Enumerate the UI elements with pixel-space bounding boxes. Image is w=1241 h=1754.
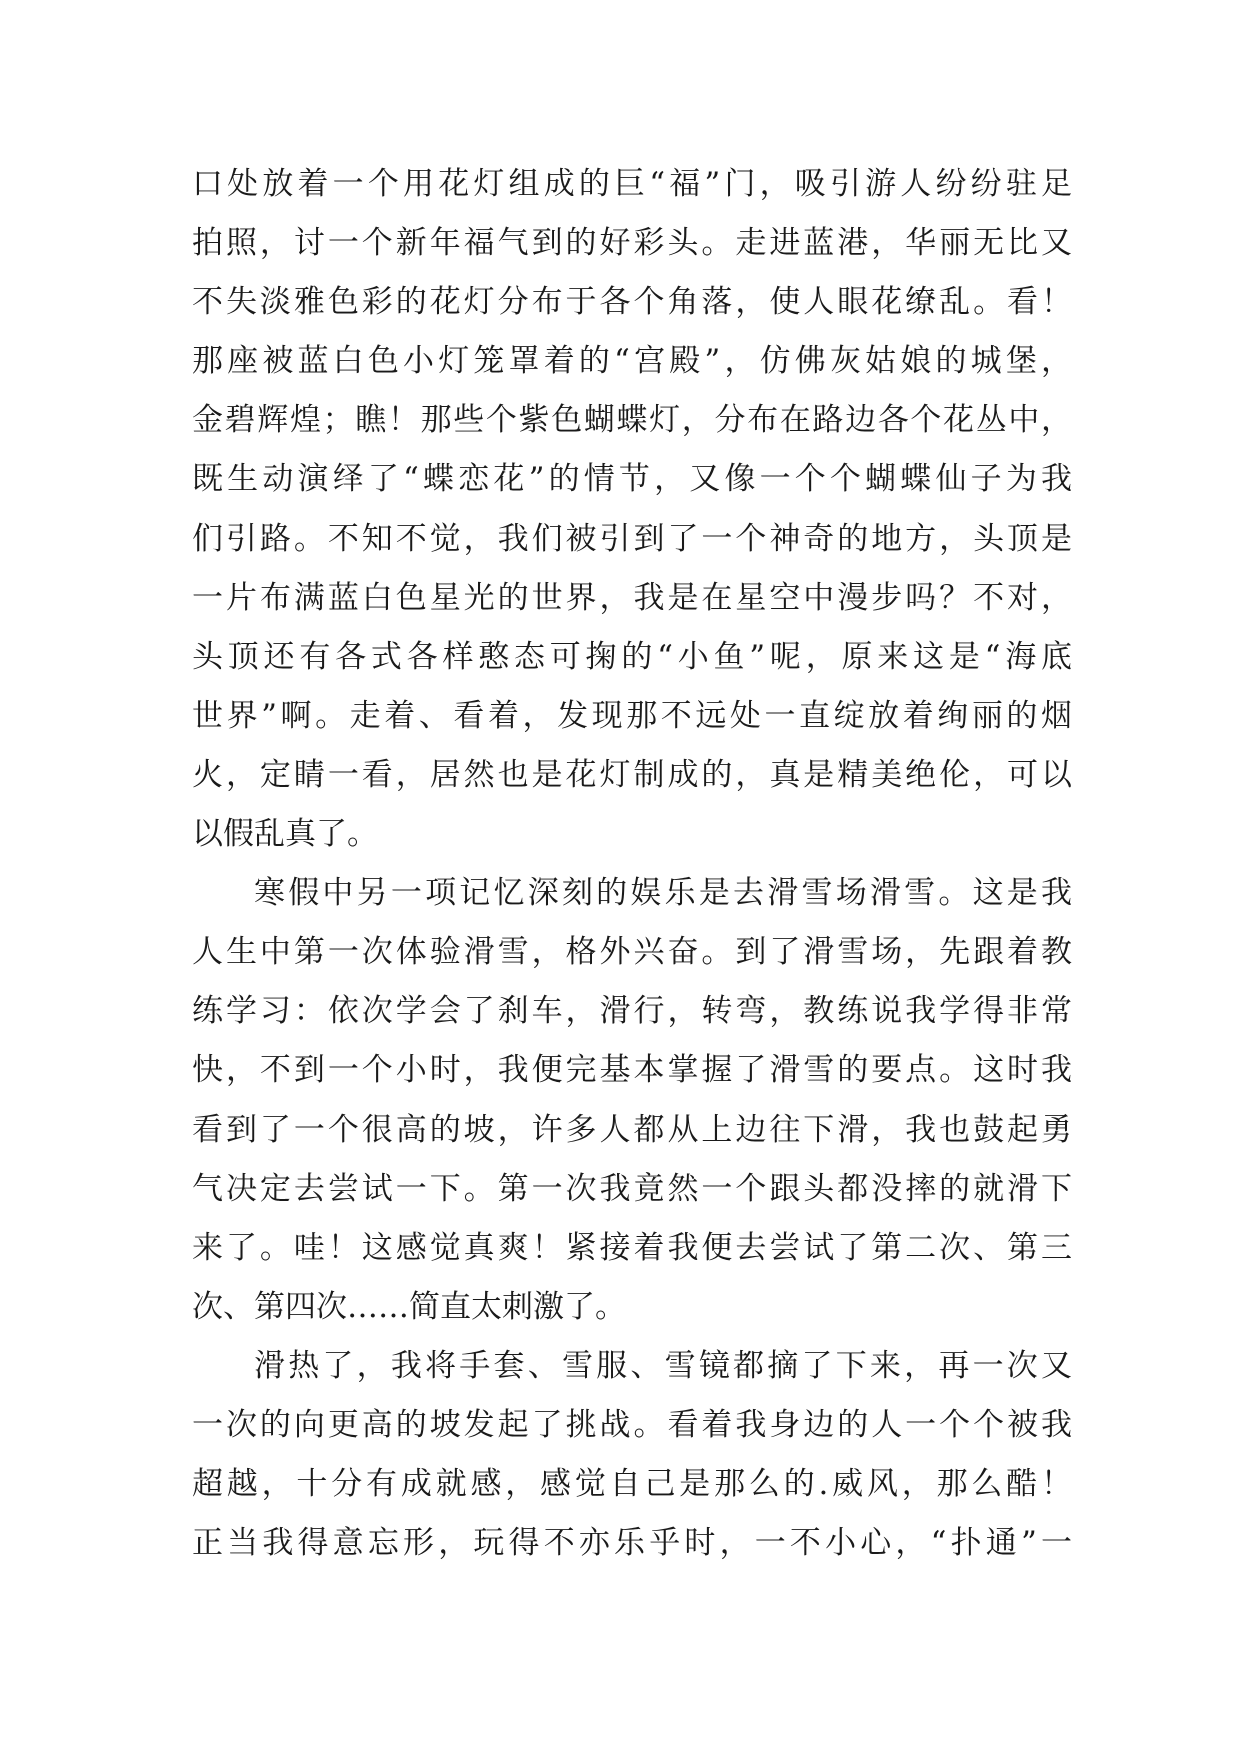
text-line: 人生中第一次体验滑雪，格外兴奋。到了滑雪场，先跟着教: [192, 934, 1072, 971]
text-line: 一次的向更高的坡发起了挑战。看着我身边的人一个个被我: [192, 1406, 1072, 1443]
text-line: 金碧辉煌；瞧！那些个紫色蝴蝶灯，分布在路边各个花丛中，: [192, 402, 1072, 439]
text-line: 世界”啊。走着、看着，发现那不远处一直绽放着绚丽的烟: [192, 697, 1072, 734]
text-line: 气决定去尝试一下。第一次我竟然一个跟头都没摔的就滑下: [192, 1170, 1072, 1207]
text-line: 火，定睛一看，居然也是花灯制成的，真是精美绝伦，可以: [192, 756, 1072, 793]
text-line: 正当我得意忘形，玩得不亦乐乎时，一不小心，“扑通”一: [192, 1525, 1072, 1562]
text-line: 口处放着一个用花灯组成的巨“福”门，吸引游人纷纷驻足: [192, 166, 1072, 202]
text-line: 看到了一个很高的坡，许多人都从上边往下滑，我也鼓起勇: [192, 1111, 1072, 1148]
paragraph-2: [192, 864, 1072, 1337]
text-line: 寒假中另一项记忆深刻的娱乐是去滑雪场滑雪。这是我: [254, 875, 1072, 912]
text-line: 一片布满蓝白色星光的世界，我是在星空中漫步吗？不对，: [192, 579, 1072, 616]
text-line: 们引路。不知不觉，我们被引到了一个神奇的地方，头顶是: [192, 520, 1072, 557]
text-line: 次、第四次……简直太刺激了。: [192, 1288, 626, 1325]
text-line: 练学习：依次学会了刹车，滑行，转弯，教练说我学得非常: [192, 993, 1072, 1030]
text-line: 来了。哇！这感觉真爽！紧接着我便去尝试了第二次、第三: [192, 1229, 1072, 1266]
text-line: 拍照，讨一个新年福气到的好彩头。走进蓝港，华丽无比又: [192, 225, 1072, 262]
text-line: 超越，十分有成就感，感觉自己是那么的.威风，那么酷！: [192, 1466, 1072, 1503]
text-line: 那座被蓝白色小灯笼罩着的“宫殿”，仿佛灰姑娘的城堡，: [192, 343, 1072, 380]
document-body: [192, 155, 1072, 1573]
text-line: 既生动演绎了“蝶恋花”的情节，又像一个个蝴蝶仙子为我: [192, 461, 1072, 498]
text-line: 滑热了，我将手套、雪服、雪镜都摘了下来，再一次又: [254, 1347, 1072, 1384]
text-line: 快，不到一个小时，我便完基本掌握了滑雪的要点。这时我: [192, 1052, 1072, 1089]
text-line: 头顶还有各式各样憨态可掬的“小鱼”呢，原来这是“海底: [192, 638, 1072, 675]
text-line: 以假乱真了。: [192, 816, 378, 853]
paragraph-1: [192, 155, 1072, 864]
paragraph-3: [192, 1337, 1072, 1573]
text-line: 不失淡雅色彩的花灯分布于各个角落，使人眼花缭乱。看！: [192, 284, 1072, 321]
